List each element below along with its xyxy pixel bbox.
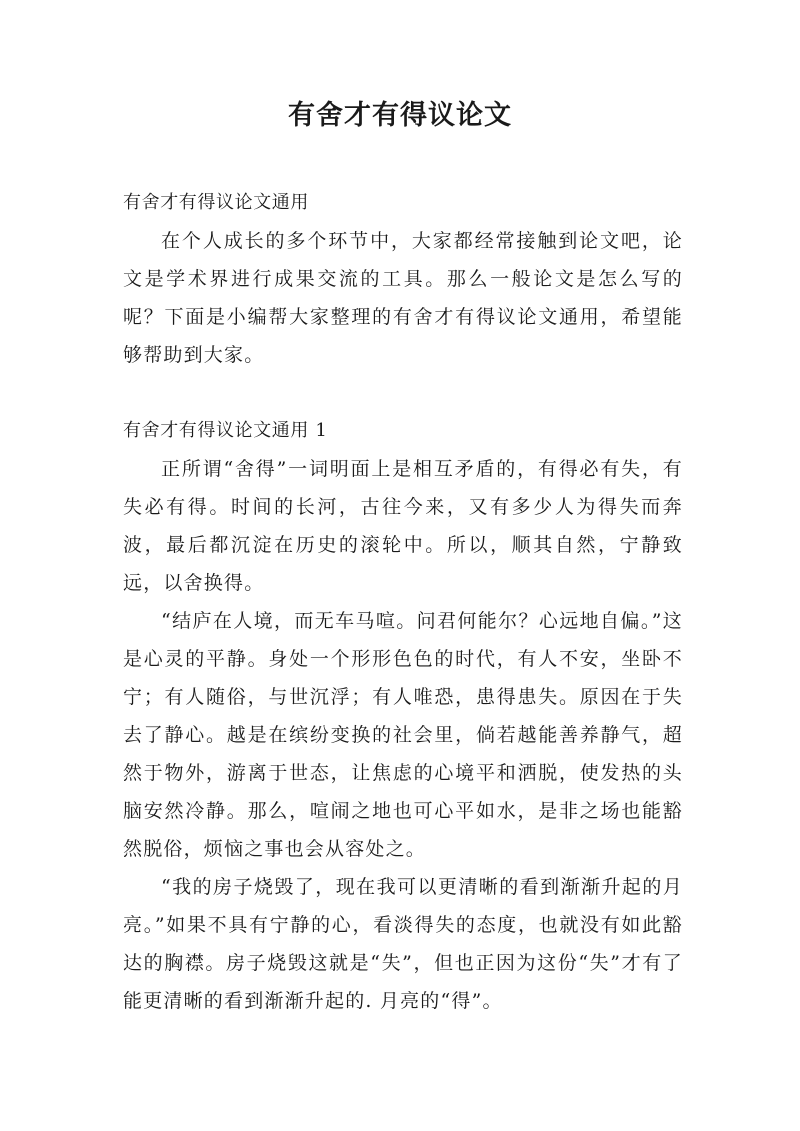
paragraph-1: 正所谓“舍得”一词明面上是相互矛盾的，有得必有失，有失必有得。时间的长河，古往今来，又有多少人为得失而奔波，最后都沉淀在历史的滚轮中。所以，顺其自然，宁静致远，以舍换得。 bbox=[123, 458, 683, 594]
section-heading-intro: 有舍才有得议论文通用 bbox=[123, 192, 309, 213]
document-body bbox=[123, 184, 683, 1020]
intro-paragraph: 在个人成长的多个环节中，大家都经常接触到论文吧，论文是学术界进行成果交流的工具。那么一般论文是怎么写的呢？下面是小编帮大家整理的有舍才有得议论文通用，希望能够帮助到大家。 bbox=[123, 230, 683, 366]
document-title: 有舍才有得议论文 bbox=[288, 100, 512, 131]
paragraph-3: “我的房子烧毁了，现在我可以更清晰的看到渐渐升起的月亮。”如果不具有宁静的心，看淡得失的态度，也就没有如此豁达的胸襟。房子烧毁这就是“失”，但也正因为这份“失”才有了能更清晰的看到渐渐升起的. 月亮的“得”。 bbox=[123, 876, 683, 1012]
paragraph-2: “结庐在人境，而无车马喧。问君何能尔？心远地自偏。”这是心灵的平静。身处一个形形色色的时代，有人不安，坐卧不宁；有人随俗，与世沉浮；有人唯恐，患得患失。原因在于失去了静心。越是在缤纷变换的社会里，倘若越能善养静气，超然于物外，游离于世态，让焦虑的心境平和洒脱，使发热的头脑安然冷静。那么，喧闹之地也可心平如水，是非之场也能豁然脱俗，烦恼之事也会从容处之。 bbox=[123, 610, 683, 860]
section-heading-1: 有舍才有得议论文通用 1 bbox=[123, 420, 328, 441]
